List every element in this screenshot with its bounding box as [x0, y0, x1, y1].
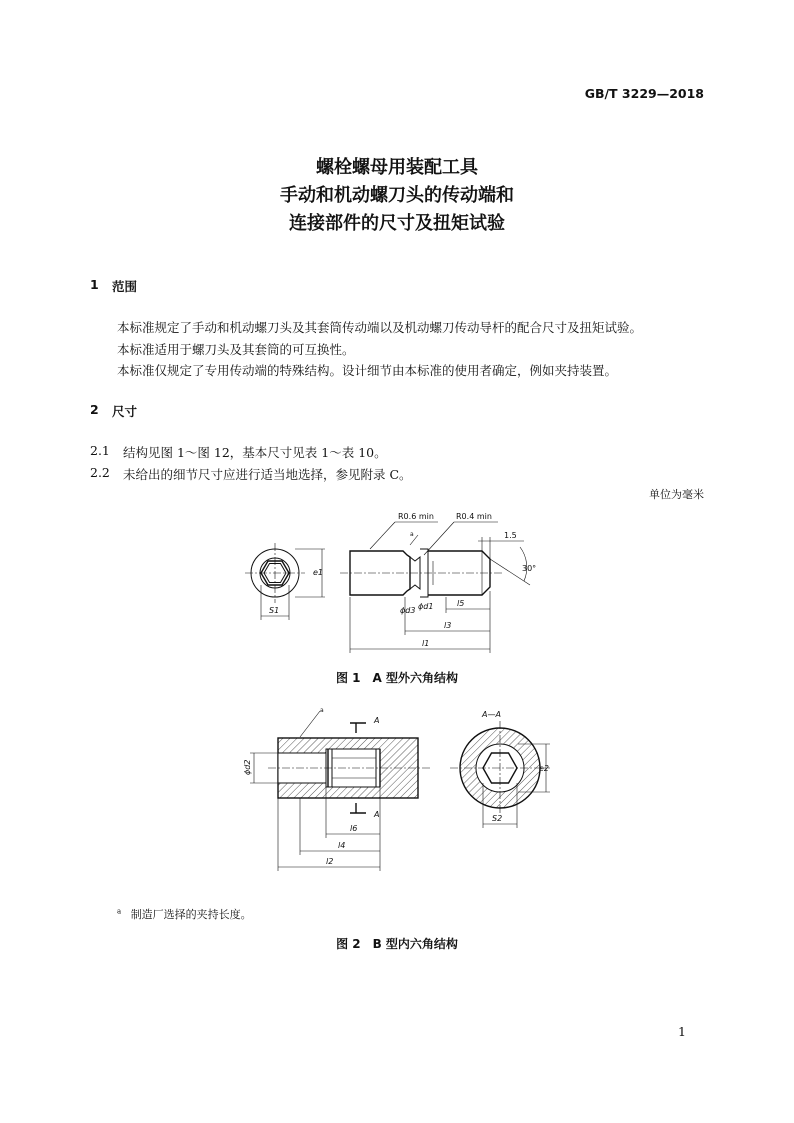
fig1-label-d3: ϕd3 [400, 606, 416, 615]
section-1-heading: 范围 [112, 279, 138, 294]
fig2-label-section-aa: A—A [482, 710, 501, 719]
section-1-para-1: 本标准规定了手动和机动螺刀头及其套筒传动端以及机动螺刀传动导杆的配合尺寸及扭矩试验。 [117, 320, 643, 335]
figure-2-caption: 图 2 B 型内六角结构 [336, 937, 458, 951]
fig2-end-view [450, 721, 550, 828]
fig2-label-a-top: A [374, 716, 380, 725]
fig1-label-angle: 30° [522, 564, 537, 573]
footnote-mark: a [117, 907, 122, 916]
fig1-label-r06: R0.6 min [398, 512, 434, 521]
clause-2-1-text: 结构见图 1～图 12，基本尺寸见表 1～表 10。 [123, 445, 387, 460]
section-1-para-2: 本标准适用于螺刀头及其套筒的可互换性。 [117, 342, 355, 357]
fig2-label-l4: l4 [338, 841, 346, 850]
fig2-label-l2: l2 [326, 857, 334, 866]
fig1-label-s1: S1 [269, 606, 280, 615]
fig1-label-l1: l1 [422, 639, 430, 648]
figure-2-footnote [117, 906, 252, 922]
figure-2-drawing [240, 703, 570, 878]
fig2-label-l6: l6 [350, 824, 358, 833]
fig2-label-a: a [320, 707, 324, 714]
section-1-number: 1 [90, 277, 99, 292]
figure-1-caption: 图 1 A 型外六角结构 [336, 671, 458, 685]
page-number: 1 [678, 1024, 686, 1039]
fig2-label-e2: e2 [539, 764, 550, 773]
clause-2-2-number: 2.2 [90, 465, 110, 480]
fig1-end-view [245, 543, 325, 620]
unit-note: 单位为毫米 [649, 488, 704, 501]
clause-2-2-text: 未给出的细节尺寸应进行适当地选择，参见附录 C。 [123, 467, 412, 482]
fig1-label-d1: ϕd1 [418, 602, 434, 611]
fig1-label-e1: e1 [313, 568, 324, 577]
fig2-label-s2: S2 [492, 814, 503, 823]
fig1-label-l5: l5 [457, 599, 465, 608]
title-line-1: 螺栓螺母用装配工具 [316, 157, 478, 178]
fig1-label-l3: l3 [444, 621, 452, 630]
section-2-heading: 尺寸 [112, 404, 138, 419]
fig1-label-a: a [410, 531, 414, 538]
fig2-label-a-bottom: A [374, 810, 380, 819]
figure-1-drawing [240, 505, 560, 660]
section-2-number: 2 [90, 402, 99, 417]
title-line-2: 手动和机动螺刀头的传动端和 [280, 185, 514, 206]
fig1-label-r04: R0.4 min [456, 512, 492, 521]
clause-2-1-number: 2.1 [90, 443, 110, 458]
title-line-3: 连接部件的尺寸及扭矩试验 [289, 213, 505, 234]
fig2-label-d2: ϕd2 [243, 759, 252, 775]
section-1-para-3: 本标准仅规定了专用传动端的特殊结构。设计细节由本标准的使用者确定，例如夹持装置。 [117, 363, 618, 378]
fig1-label-1-5: 1.5 [504, 531, 517, 540]
footnote-text: 制造厂选择的夹持长度。 [130, 908, 252, 921]
fig1-side-view [340, 522, 530, 653]
standard-number: GB/T 3229—2018 [584, 86, 704, 101]
